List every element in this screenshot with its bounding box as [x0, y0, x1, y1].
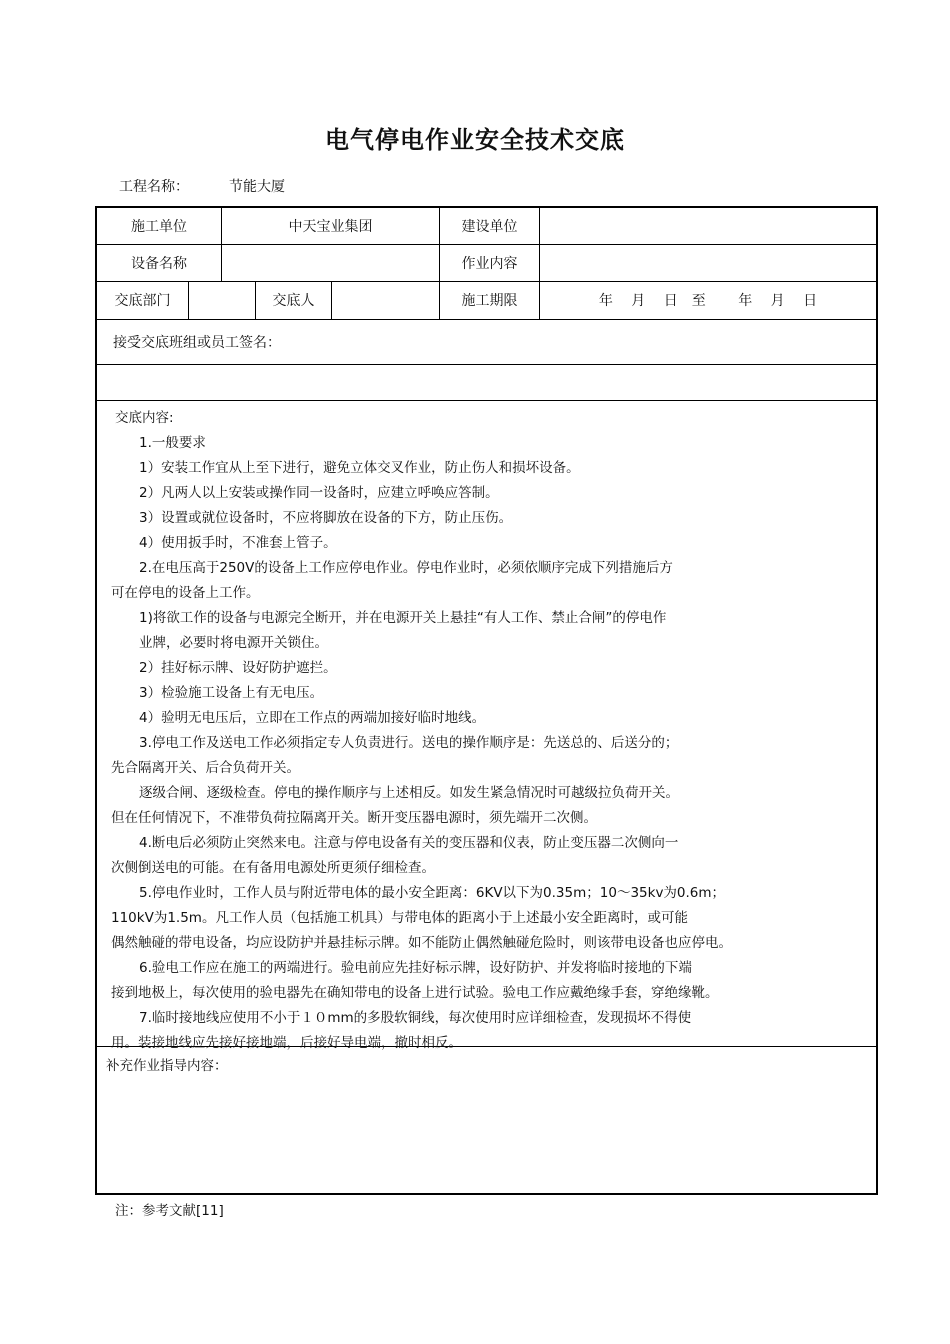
document-title: 电气停电作业安全技术交底	[325, 126, 625, 154]
dept-label: 交底部门	[114, 293, 171, 309]
content-line: 2）挂好标示牌、设好防护遮拦。	[139, 660, 337, 676]
content-line: 3.停电工作及送电工作必须指定专人负责进行。送电的操作顺序是：先送总的、后送分的；	[139, 735, 679, 751]
content-line: 用。装接地线应先接好接地端，后接好导电端，撤时相反。	[111, 1035, 462, 1051]
project-line	[119, 176, 285, 196]
content-line: 逐级合闸、逐级检查。停电的操作顺序与上述相反。如发生紧急情况时可越级拉负荷开关。	[139, 785, 679, 801]
form-row-units	[97, 208, 876, 245]
content-line: 接到地极上，每次使用的验电器先在确知带电的设备上进行试验。验电工作应戴绝缘手套，穿绝缘靴。	[111, 985, 719, 1001]
briefing-content	[97, 400, 876, 1051]
content-line: 5.停电作业时，工作人员与附近带电体的最小安全距离：6KV以下为0.35m；10～35kv为0.6m；	[139, 885, 726, 901]
content-line: 6.验电工作应在施工的两端进行。验电前应先挂好标示牌，设好防护、并发将临时接地的下端	[139, 960, 692, 976]
form-row-dept	[97, 281, 876, 320]
content-line: 但在任何情况下，不准带负荷拉隔离开关。断开变压器电源时，须先端开二次侧。	[111, 810, 597, 826]
content-line: 4）使用扳手时，不准套上管子。	[139, 535, 337, 551]
content-line: 先合隔离开关、后合负荷开关。	[111, 760, 300, 776]
period-label: 施工期限	[439, 281, 539, 319]
signature-area[interactable]	[97, 364, 876, 401]
construction-unit-label: 施工单位	[131, 219, 187, 235]
equipment-label: 设备名称	[131, 255, 187, 272]
content-line: 2.在电压高于250V的设备上工作应停电作业。停电作业时，必须依顺序完成下列措施后方	[139, 560, 673, 576]
work-content-value[interactable]	[539, 244, 876, 281]
content-line: 1）安装工作宜从上至下进行，避免立体交叉作业，防止伤人和损坏设备。	[139, 460, 580, 476]
dept-value[interactable]	[188, 281, 255, 319]
work-content-label: 作业内容	[439, 244, 539, 281]
content-line: 业牌，必要时将电源开关锁住。	[139, 635, 328, 651]
owner-unit-value[interactable]	[539, 208, 876, 244]
content-line: 次侧倒送电的可能。在有备用电源处所更须仔细检查。	[111, 860, 435, 876]
signature-label: 接受交底班组或员工签名：	[113, 334, 281, 351]
content-line: 3）检验施工设备上有无电压。	[139, 685, 324, 701]
form-row-signature	[97, 319, 876, 365]
content-line: 1)将欲工作的设备与电源完全断开，并在电源开关上悬挂“有人工作、禁止合闸”的停电作	[139, 610, 667, 626]
footnote: 注：参考文献[11]	[115, 1203, 224, 1219]
content-line: 4）验明无电压后，立即在工作点的两端加接好临时地线。	[139, 710, 486, 726]
content-line: 可在停电的设备上工作。	[111, 585, 260, 601]
content-label: 交底内容:	[115, 410, 174, 426]
project-label: 工程名称：	[119, 179, 189, 195]
content-line: 偶然触碰的带电设备，均应设防护并悬挂标示牌。如不能防止偶然触碰危险时，则该带电设备也应停电。	[111, 935, 732, 951]
content-line: 1.一般要求	[139, 435, 206, 451]
content-line: 7.临时接地线应使用不小于１０mm的多股软铜线，每次使用时应详细检查，发现损坏不得使	[139, 1010, 692, 1026]
period-value[interactable]: 年 月 日 至 年 月 日	[539, 281, 876, 319]
owner-unit-label: 建设单位	[439, 208, 539, 244]
content-line: 4.断电后必须防止突然来电。注意与停电设备有关的变压器和仪表，防止变压器二次侧向一	[139, 835, 679, 851]
form-row-equipment	[97, 244, 876, 282]
briefer-value[interactable]	[331, 281, 439, 319]
briefer-label: 交底人	[255, 281, 331, 319]
supplement-label: 补充作业指导内容：	[106, 1058, 228, 1074]
content-line: 110kV为1.5m。凡工作人员（包括施工机具）与带电体的距离小于上述最小安全距离时，或可能	[111, 910, 688, 926]
equipment-value[interactable]	[221, 244, 439, 281]
construction-unit-value[interactable]: 中天宝业集团	[221, 208, 439, 244]
project-name: 节能大厦	[229, 179, 285, 195]
briefing-form	[95, 206, 878, 1195]
content-line: 3）设置或就位设备时，不应将脚放在设备的下方，防止压伤。	[139, 510, 513, 526]
content-line: 2）凡两人以上安装或操作同一设备时，应建立呼唤应答制。	[139, 485, 499, 501]
